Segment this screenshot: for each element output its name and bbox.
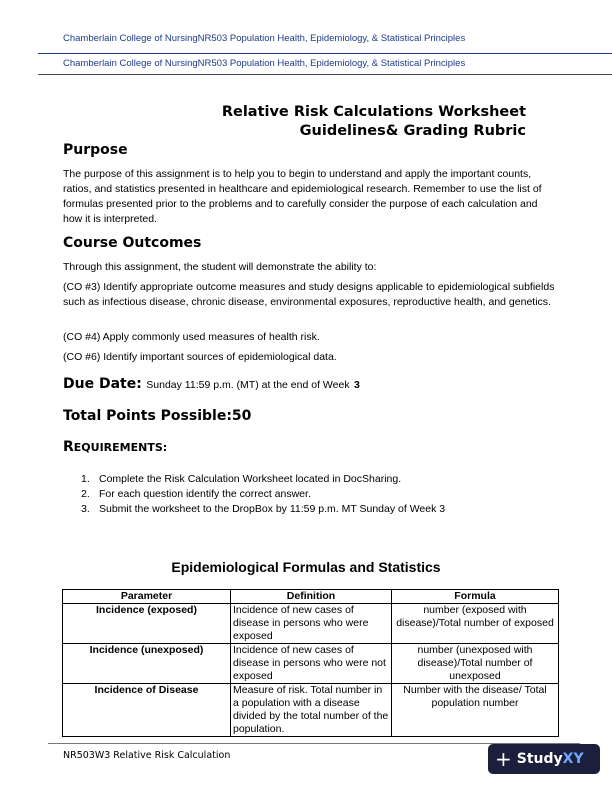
formula-cell: number (unexposed with disease)/Total number of unexposed: [392, 644, 559, 684]
running-header-1: Chamberlain College of NursingNR503 Population Health, Epidemiology, & Statistical Principles: [63, 33, 466, 44]
due-date: [63, 375, 360, 393]
list-item: 2. For each question identify the correct answer.: [81, 488, 311, 500]
definition-cell: Incidence of new cases of disease in persons who were exposed: [231, 604, 392, 644]
parameter-cell: Incidence (unexposed): [63, 644, 231, 684]
logo-wordmark: StudyXY: [516, 751, 584, 767]
formula-cell: Number with the disease/ Total population number: [392, 684, 559, 737]
table-row: [63, 684, 559, 737]
column-header: Formula: [392, 590, 559, 604]
total-points: Total Points Possible:50: [63, 408, 252, 424]
table-header-row: [63, 590, 559, 604]
formula-cell: number (exposed with disease)/Total number of exposed: [392, 604, 559, 644]
page-subtitle: Guidelines& Grading Rubric: [299, 123, 526, 139]
table-row: [63, 644, 559, 684]
formulas-table: [62, 589, 559, 737]
header-rule-2: [38, 74, 612, 75]
definition-cell: Measure of risk. Total number in a population with a disease divided by the total number of the population.: [231, 684, 392, 737]
outcome-item: (CO #6) Identify important sources of epidemiological data.: [63, 351, 337, 363]
requirements-list: [81, 472, 445, 517]
requirements-heading: REQUIREMENTS:: [63, 439, 168, 455]
column-header: Definition: [231, 590, 392, 604]
purpose-heading: Purpose: [63, 142, 128, 158]
header-rule: [38, 53, 612, 54]
parameter-cell: Incidence of Disease: [63, 684, 231, 737]
formulas-title: Epidemiological Formulas and Statistics: [171, 559, 441, 575]
page-footer: NR503W3 Relative Risk Calculation: [63, 750, 231, 761]
plus-icon: +: [495, 747, 512, 771]
running-header-2: Chamberlain College of NursingNR503 Population Health, Epidemiology, & Statistical Principles: [63, 58, 466, 69]
outcomes-intro: Through this assignment, the student will demonstrate the ability to:: [63, 261, 377, 273]
outcome-item: (CO #4) Apply commonly used measures of health risk.: [63, 331, 320, 343]
page-title: Relative Risk Calculations Worksheet: [221, 104, 526, 120]
studyxy-logo: [488, 744, 600, 774]
due-date-week: 3: [354, 379, 360, 391]
outcomes-heading: Course Outcomes: [63, 235, 202, 251]
list-item: 3. Submit the worksheet to the DropBox by 11:59 p.m. MT Sunday of Week 3: [81, 503, 446, 515]
parameter-cell: Incidence (exposed): [63, 604, 231, 644]
list-item: 1. Complete the Risk Calculation Worksheet located in DocSharing.: [81, 473, 402, 485]
purpose-text: The purpose of this assignment is to help you to begin to understand and apply the important counts, ratios, and statistics presented in healthcare and epidemiological research. Remember to use the list of formulas presented prior to the problems and to carefully consider the purpose of each calculation and how it is interpreted.: [63, 168, 542, 225]
table-row: [63, 604, 559, 644]
column-header: Parameter: [63, 590, 231, 604]
definition-cell: Incidence of new cases of disease in persons who were not exposed: [231, 644, 392, 684]
due-date-label: Due Date:: [63, 376, 142, 392]
due-date-value: Sunday 11:59 p.m. (MT) at the end of Week: [146, 379, 350, 391]
outcome-item: (CO #3) Identify appropriate outcome measures and study designs applicable to epidemiological subfields such as infectious disease, chronic disease, environmental exposures, reproductive health, and genetics.: [63, 281, 555, 308]
